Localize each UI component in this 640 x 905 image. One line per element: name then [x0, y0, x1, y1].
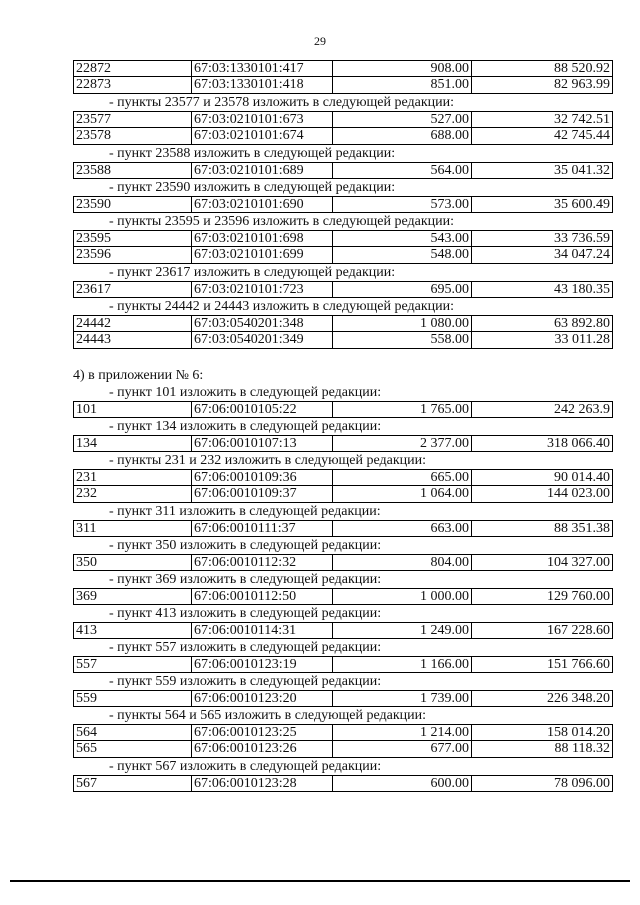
area-cell: 851.00 [333, 77, 472, 93]
item-number-cell: 23617 [74, 282, 192, 298]
area-cell: 1 166.00 [333, 657, 472, 673]
instruction-line: - пункты 24442 и 24443 изложить в следующей редакции: [109, 299, 455, 314]
document-body [73, 60, 613, 792]
table-row [73, 741, 613, 758]
instruction-line: - пункт 350 изложить в следующей редакции: [109, 538, 382, 553]
value-cell: 88 118.32 [554, 741, 610, 756]
area-cell: 1 765.00 [333, 402, 472, 418]
value-cell: 42 745.44 [554, 128, 610, 143]
value-cell: 167 228.60 [547, 623, 610, 638]
value-cell: 88 520.92 [554, 61, 610, 76]
footer-divider [10, 880, 630, 882]
item-number-cell: 24442 [74, 316, 192, 332]
area-cell: 600.00 [333, 776, 472, 792]
value-cell: 33 011.28 [554, 332, 610, 347]
table-row [73, 162, 613, 179]
value-cell: 226 348.20 [547, 691, 610, 706]
table-row [73, 111, 613, 128]
area-cell: 665.00 [333, 470, 472, 486]
area-cell: 2 377.00 [333, 436, 472, 452]
table-row [73, 588, 613, 605]
table-row [73, 775, 613, 792]
item-number-cell: 23588 [74, 163, 192, 179]
value-cell: 43 180.35 [554, 282, 610, 297]
value-cell: 158 014.20 [547, 725, 610, 740]
area-cell: 663.00 [333, 521, 472, 537]
table-row [73, 554, 613, 571]
item-number-cell: 350 [74, 555, 192, 571]
area-cell: 1 249.00 [333, 623, 472, 639]
item-number-cell: 101 [74, 402, 192, 418]
area-cell: 1 739.00 [333, 691, 472, 707]
cadastral-number-cell: 67:03:0210101:673 [192, 112, 333, 128]
table-row [73, 469, 613, 486]
table-row [73, 724, 613, 741]
item-number-cell: 134 [74, 436, 192, 452]
instruction-line: - пункт 369 изложить в следующей редакции: [109, 572, 382, 587]
instruction-line: - пункты 231 и 232 изложить в следующей редакции: [109, 453, 427, 468]
item-number-cell: 24443 [74, 332, 192, 348]
value-cell: 242 263.9 [554, 402, 610, 417]
area-cell: 1 064.00 [333, 486, 472, 502]
table-row [73, 281, 613, 298]
cadastral-number-cell: 67:06:0010123:20 [192, 691, 333, 707]
cadastral-number-cell: 67:03:0210101:699 [192, 247, 333, 263]
instruction-line: - пункт 134 изложить в следующей редакции: [109, 419, 382, 434]
table-row [73, 77, 613, 94]
item-number-cell: 565 [74, 741, 192, 757]
cadastral-number-cell: 67:03:0210101:698 [192, 231, 333, 247]
cadastral-number-cell: 67:03:0540201:349 [192, 332, 333, 348]
table-row [73, 332, 613, 349]
cadastral-number-cell: 67:06:0010112:32 [192, 555, 333, 571]
instruction-line: - пункты 23595 и 23596 изложить в следующей редакции: [109, 214, 455, 229]
instruction-line: - пункт 559 изложить в следующей редакции: [109, 674, 382, 689]
instruction-line: - пункт 567 изложить в следующей редакции: [109, 759, 382, 774]
cadastral-number-cell: 67:06:0010105:22 [192, 402, 333, 418]
value-cell: 144 023.00 [547, 486, 610, 501]
instruction-line: - пункты 23577 и 23578 изложить в следующей редакции: [109, 95, 455, 110]
area-cell: 1 080.00 [333, 316, 472, 332]
area-cell: 573.00 [333, 197, 472, 213]
item-number-cell: 231 [74, 470, 192, 486]
table-row [73, 230, 613, 247]
value-cell: 33 736.59 [554, 231, 610, 246]
value-cell: 90 014.40 [554, 470, 610, 485]
table-row [73, 128, 613, 145]
cadastral-number-cell: 67:03:0210101:689 [192, 163, 333, 179]
cadastral-number-cell: 67:06:0010123:26 [192, 741, 333, 757]
table-row [73, 196, 613, 213]
spacer [73, 349, 613, 367]
cadastral-number-cell: 67:06:0010112:50 [192, 589, 333, 605]
item-number-cell: 23595 [74, 231, 192, 247]
item-number-cell: 22872 [74, 61, 192, 77]
area-cell: 908.00 [333, 61, 472, 77]
cadastral-number-cell: 67:06:0010123:28 [192, 776, 333, 792]
value-cell: 35 041.32 [554, 163, 610, 178]
cadastral-number-cell: 67:03:1330101:417 [192, 61, 333, 77]
cadastral-number-cell: 67:03:0210101:674 [192, 128, 333, 144]
table-row [73, 520, 613, 537]
value-cell: 82 963.99 [554, 77, 610, 92]
area-cell: 1 214.00 [333, 725, 472, 741]
value-cell: 35 600.49 [554, 197, 610, 212]
area-cell: 564.00 [333, 163, 472, 179]
cadastral-number-cell: 67:06:0010109:36 [192, 470, 333, 486]
item-number-cell: 369 [74, 589, 192, 605]
instruction-line: - пункт 311 изложить в следующей редакции: [109, 504, 381, 519]
value-cell: 104 327.00 [547, 555, 610, 570]
item-number-cell: 232 [74, 486, 192, 502]
table-row [73, 486, 613, 503]
table-row [73, 435, 613, 452]
cadastral-number-cell: 67:03:0540201:348 [192, 316, 333, 332]
cadastral-number-cell: 67:06:0010114:31 [192, 623, 333, 639]
cadastral-number-cell: 67:06:0010123:19 [192, 657, 333, 673]
instruction-line: - пункт 23588 изложить в следующей редакции: [109, 146, 396, 161]
cadastral-number-cell: 67:03:0210101:723 [192, 282, 333, 298]
item-number-cell: 23577 [74, 112, 192, 128]
table-row [73, 656, 613, 673]
instruction-line: - пункты 564 и 565 изложить в следующей редакции: [109, 708, 427, 723]
instruction-line: - пункт 413 изложить в следующей редакции: [109, 606, 382, 621]
value-cell: 32 742.51 [554, 112, 610, 127]
table-row [73, 60, 613, 77]
table-row [73, 690, 613, 707]
cadastral-number-cell: 67:03:0210101:690 [192, 197, 333, 213]
item-number-cell: 23578 [74, 128, 192, 144]
table-row [73, 401, 613, 418]
item-number-cell: 311 [74, 521, 192, 537]
cadastral-number-cell: 67:06:0010123:25 [192, 725, 333, 741]
page-number: 29 [314, 34, 326, 48]
value-cell: 34 047.24 [554, 247, 610, 262]
table-row [73, 247, 613, 264]
cadastral-number-cell: 67:06:0010111:37 [192, 521, 333, 537]
instruction-line: - пункт 23590 изложить в следующей редакции: [109, 180, 396, 195]
area-cell: 1 000.00 [333, 589, 472, 605]
area-cell: 548.00 [333, 247, 472, 263]
instruction-line: - пункт 557 изложить в следующей редакции: [109, 640, 382, 655]
area-cell: 804.00 [333, 555, 472, 571]
value-cell: 63 892.80 [554, 316, 610, 331]
area-cell: 558.00 [333, 332, 472, 348]
value-cell: 151 766.60 [547, 657, 610, 672]
item-number-cell: 23590 [74, 197, 192, 213]
area-cell: 527.00 [333, 112, 472, 128]
area-cell: 677.00 [333, 741, 472, 757]
area-cell: 695.00 [333, 282, 472, 298]
table-row [73, 315, 613, 332]
item-number-cell: 22873 [74, 77, 192, 93]
value-cell: 88 351.38 [554, 521, 610, 536]
item-number-cell: 23596 [74, 247, 192, 263]
cadastral-number-cell: 67:03:1330101:418 [192, 77, 333, 93]
item-number-cell: 559 [74, 691, 192, 707]
item-number-cell: 413 [74, 623, 192, 639]
cadastral-number-cell: 67:06:0010109:37 [192, 486, 333, 502]
instruction-line: - пункт 101 изложить в следующей редакции: [109, 385, 382, 400]
cadastral-number-cell: 67:06:0010107:13 [192, 436, 333, 452]
table-row [73, 622, 613, 639]
section-heading: 4) в приложении № 6: [73, 368, 204, 383]
item-number-cell: 564 [74, 725, 192, 741]
value-cell: 78 096.00 [554, 776, 610, 791]
item-number-cell: 567 [74, 776, 192, 792]
value-cell: 129 760.00 [547, 589, 610, 604]
item-number-cell: 557 [74, 657, 192, 673]
instruction-line: - пункт 23617 изложить в следующей редакции: [109, 265, 396, 280]
area-cell: 688.00 [333, 128, 472, 144]
value-cell: 318 066.40 [547, 436, 610, 451]
area-cell: 543.00 [333, 231, 472, 247]
